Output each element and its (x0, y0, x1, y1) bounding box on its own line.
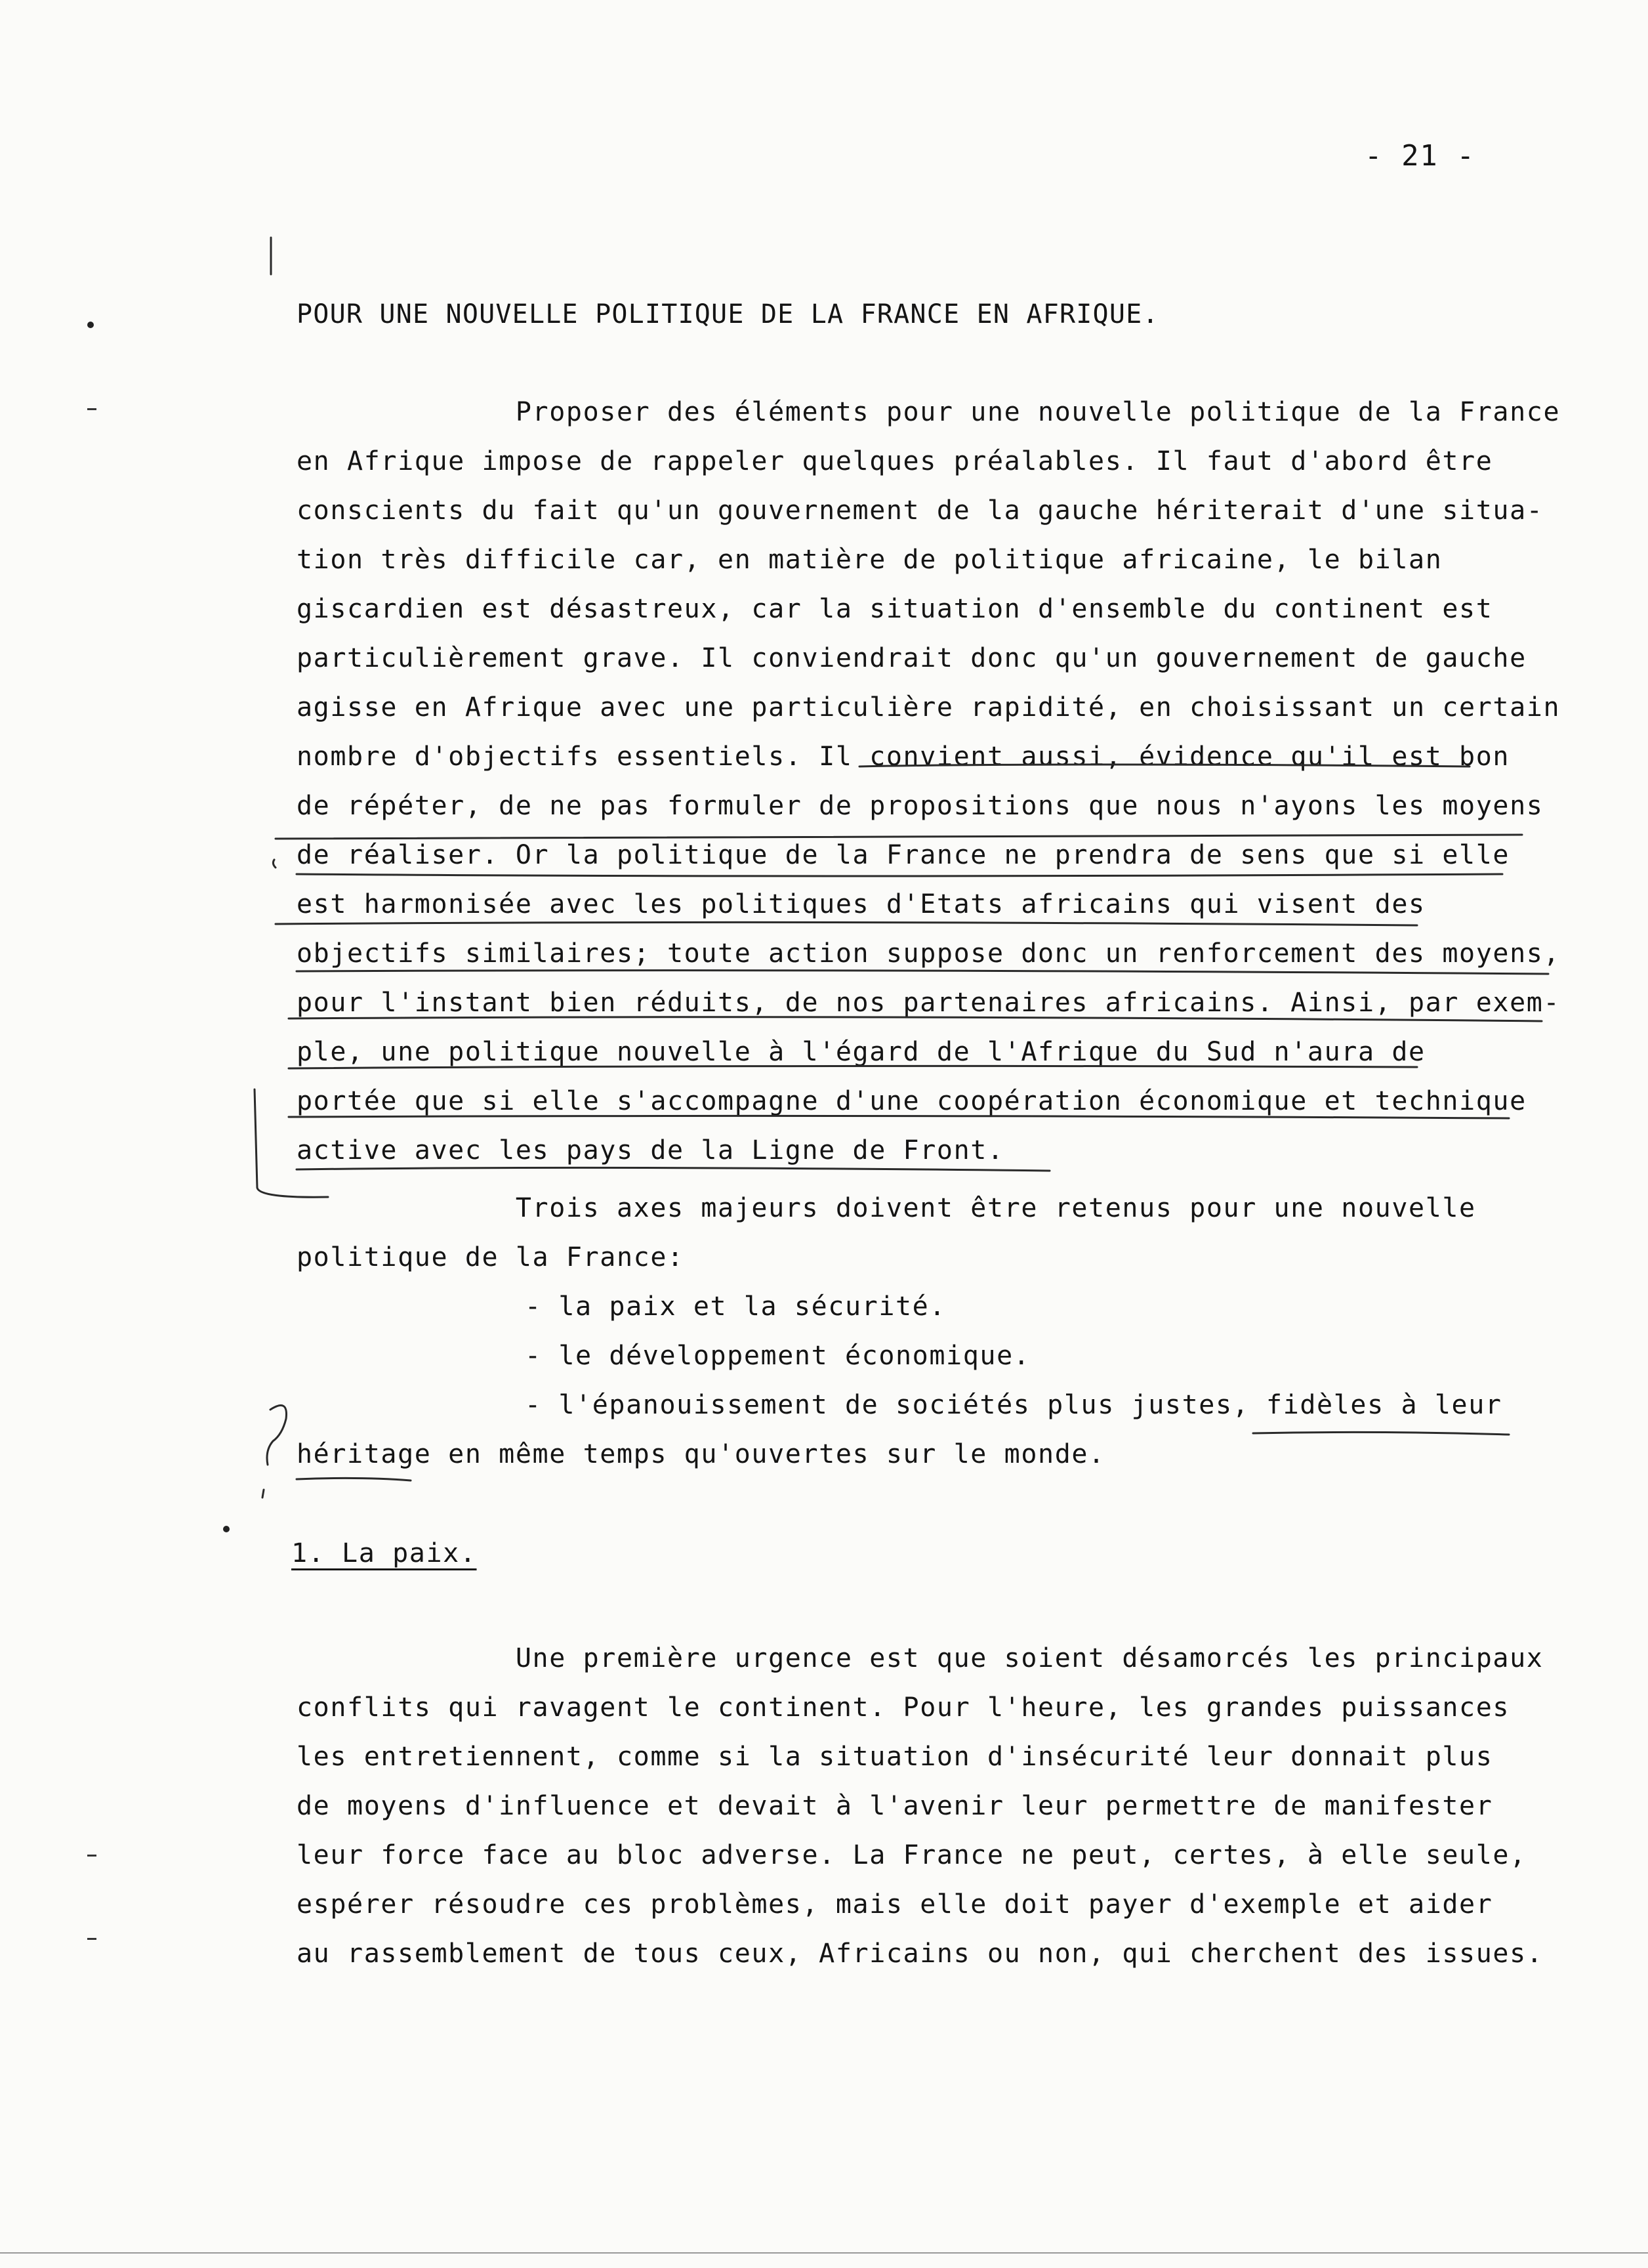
text-line: leur force face au bloc adverse. La France ne peut, certes, à elle seule, (297, 1840, 1527, 1870)
text-line: conscients du fait qu'un gouvernement de la gauche hériterait d'une situa- (297, 495, 1544, 526)
text-line: espérer résoudre ces problèmes, mais elle doit payer d'exemple et aider (297, 1889, 1493, 1920)
text-line: objectifs similaires; toute action suppose donc un renforcement des moyens, (297, 938, 1561, 969)
text-line: pour l'instant bien réduits, de nos partenaires africains. Ainsi, par exem- (297, 988, 1561, 1018)
list-item: - l'épanouissement de sociétés plus justes, fidèles à leur (525, 1390, 1502, 1420)
section-heading-text: 1. La paix. (291, 1538, 477, 1568)
text-line: est harmonisée avec les politiques d'Etats africains qui visent des (297, 889, 1426, 919)
underline-mark (289, 1017, 1542, 1021)
text-line: agisse en Afrique avec une particulière rapidité, en choisissant un certain (297, 692, 1561, 723)
text-line: Une première urgence est que soient désamorcés les principaux (297, 1643, 1544, 1673)
underline-mark (276, 835, 1522, 839)
text-line: giscardien est désastreux, car la situation d'ensemble du continent est (297, 594, 1493, 624)
text-line: Trois axes majeurs doivent être retenus pour une nouvelle (297, 1193, 1476, 1223)
page-number: - 21 - (1365, 139, 1475, 173)
underline-mark (859, 765, 1470, 766)
text-line: au rassemblement de tous ceux, Africains ou non, qui cherchent des issues. (297, 1939, 1544, 1969)
underline-mark (1253, 1432, 1509, 1435)
underline-mark (276, 922, 1417, 925)
document-title: POUR UNE NOUVELLE POLITIQUE DE LA FRANCE EN AFRIQUE. (297, 299, 1159, 329)
text-line: active avec les pays de la Ligne de Front. (297, 1135, 1004, 1166)
text-line: en Afrique impose de rappeler quelques préalables. Il faut d'abord être (297, 446, 1493, 476)
margin-mark (273, 860, 276, 868)
text-line: de répéter, de ne pas formuler de propositions que nous n'ayons les moyens (297, 791, 1544, 821)
text-line: les entretiennent, comme si la situation d'insécurité leur donnait plus (297, 1742, 1493, 1772)
scan-edge-line (0, 2252, 1648, 2254)
list-item: - la paix et la sécurité. (525, 1292, 947, 1322)
text-line: politique de la France: (297, 1242, 684, 1272)
text-line: portée que si elle s'accompagne d'une coopération économique et technique (297, 1086, 1527, 1116)
underline-mark (289, 1066, 1417, 1068)
text-line: Proposer des éléments pour une nouvelle politique de la France (297, 397, 1561, 427)
text-line: tion très difficile car, en matière de politique africaine, le bilan (297, 545, 1443, 575)
underline-mark (297, 971, 1548, 974)
text-line: conflits qui ravagent le continent. Pour l'heure, les grandes puissances (297, 1692, 1510, 1723)
margin-bracket (255, 1089, 328, 1197)
scan-speck (87, 408, 96, 410)
text-line: nombre d'objectifs essentiels. Il convient aussi, évidence qu'il est bon (297, 742, 1510, 772)
scan-speck (87, 322, 94, 328)
scan-speck (87, 1938, 96, 1940)
underline-mark (297, 1167, 1050, 1171)
scan-speck (87, 1855, 96, 1857)
scan-speck (223, 1526, 230, 1532)
text-line: de moyens d'influence et devait à l'avenir leur permettre de manifester (297, 1791, 1493, 1821)
list-item: - le développement économique. (525, 1341, 1031, 1371)
question-mark (267, 1406, 287, 1465)
text-line: particulièrement grave. Il conviendrait donc qu'un gouvernement de gauche (297, 643, 1527, 673)
underline-mark (289, 1116, 1509, 1118)
margin-mark (262, 1490, 264, 1498)
underline-mark (297, 874, 1502, 876)
text-line: de réaliser. Or la politique de la France ne prendra de sens que si elle (297, 840, 1510, 870)
text-line: ple, une politique nouvelle à l'égard de l'Afrique du Sud n'aura de (297, 1037, 1426, 1067)
list-item-continuation: héritage en même temps qu'ouvertes sur le monde. (297, 1439, 1105, 1469)
underline-mark (297, 1478, 411, 1480)
